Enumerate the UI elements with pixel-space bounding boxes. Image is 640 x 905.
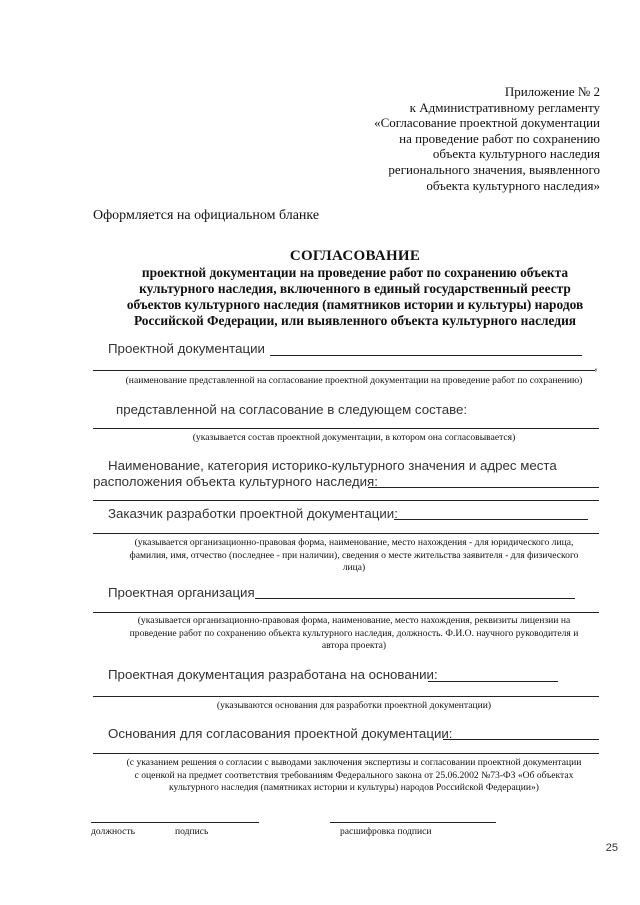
basis-label: Проектная документация разработана на основании: [108,667,438,682]
heading-line: объектов культурного наследия (памятников истории и культуры) народов [126,297,584,312]
object-input-line[interactable] [368,487,599,488]
composition-note [92,432,616,445]
appendix-line: на проведение работ по сохранению [399,130,600,146]
customer-note [92,537,616,575]
object-label-line1: Наименование, категория историко-культурного значения и адрес места [108,458,557,473]
note-line: (наименование представленной на согласование проектной документации на проведение работ по сохранению) [125,375,583,386]
signature-decoding-label: расшифровка подписи [340,826,432,837]
customer-input-line-2[interactable] [93,533,599,534]
document-title: СОГЛАСОВАНИЕ [289,248,421,264]
note-line: культурного наследия (памятниках истории и культуры) народов Российской Федерации») [168,782,540,793]
appendix-line: Приложение № 2 [504,84,600,99]
official-blank-note: Оформляется на официальном бланке [93,208,320,223]
basis-input-line-2[interactable] [93,696,599,697]
designer-note [92,615,616,653]
project-docs-comma: , [594,358,598,373]
note-line: фамилия, имя, отчество (последнее - при наличии), сведения о месте жительства заявителя - для физического [129,549,579,561]
appendix-header [374,84,600,193]
object-input-line-2[interactable] [93,500,599,501]
note-line: с оценкой на предмет соответствия требованиям Федерального закона от 25.06.2002 №73-ФЗ «Об объектах [134,769,574,781]
signature-decoding-line[interactable] [330,822,496,823]
designer-label: Проектная организация [108,585,255,600]
project-docs-input-line[interactable] [270,355,582,356]
object-label-line2: расположения объекта культурного наследия: [93,474,378,489]
appendix-line: объекта культурного наследия [432,146,600,162]
approval-basis-label: Основания для согласования проектной документации: [108,726,453,741]
approval-basis-input-line[interactable] [443,739,599,740]
note-line: (указывается организационно-правовая форма, наименование, место нахождения - для юридического лица, [134,537,574,548]
approval-basis-note [92,757,616,795]
approval-basis-input-line-2[interactable] [93,753,599,754]
project-docs-note [92,375,616,388]
note-line: (указывается организационно-правовая форма, наименование, место нахождения, реквизиты лицензии на [137,615,571,626]
project-docs-input-line-2[interactable] [93,370,595,371]
note-line: лица) [342,562,366,573]
composition-input-line[interactable] [93,428,599,429]
heading-line: культурного наследия, включенного в единый государственный реестр [139,281,571,296]
signature-position-label: должность [91,826,135,837]
heading-line: Российской Федерации, или выявленного объекта культурного наследия [133,313,577,328]
note-line: проведение работ по сохранению объекта культурного наследия, должность. Ф.И.О. научного руководителя и [129,627,579,639]
heading-line: проектной документации на проведение работ по сохранению объекта [141,265,569,280]
appendix-line: регионального значения, выявленного [388,161,600,177]
appendix-line: объекта культурного наследия» [426,177,600,193]
note-line: (с указанием решения о согласии с выводами заключения экспертизы и согласовании проектной документации [126,757,582,768]
document-heading [90,265,620,329]
project-docs-label: Проектной документации [108,341,265,356]
note-line: (указывается состав проектной документации, в котором она согласовывается) [192,432,516,443]
page-number: 25 [605,842,618,854]
designer-input-line-2[interactable] [93,612,599,613]
basis-note [92,700,616,713]
signature-position-line[interactable] [91,822,259,823]
signature-sign-label: подпись [175,826,209,837]
appendix-line: к Административному регламенту [409,99,600,115]
note-line: (указываются основания для разработки проектной документации) [216,700,492,711]
composition-label: представленной на согласование в следующем составе: [116,402,468,417]
appendix-line: «Согласование проектной документации [374,115,600,131]
customer-input-line[interactable] [394,519,588,520]
basis-input-line[interactable] [428,681,558,682]
note-line: автора проекта) [321,640,387,651]
designer-input-line[interactable] [255,598,575,599]
customer-label: Заказчик разработки проектной документации: [108,506,398,521]
